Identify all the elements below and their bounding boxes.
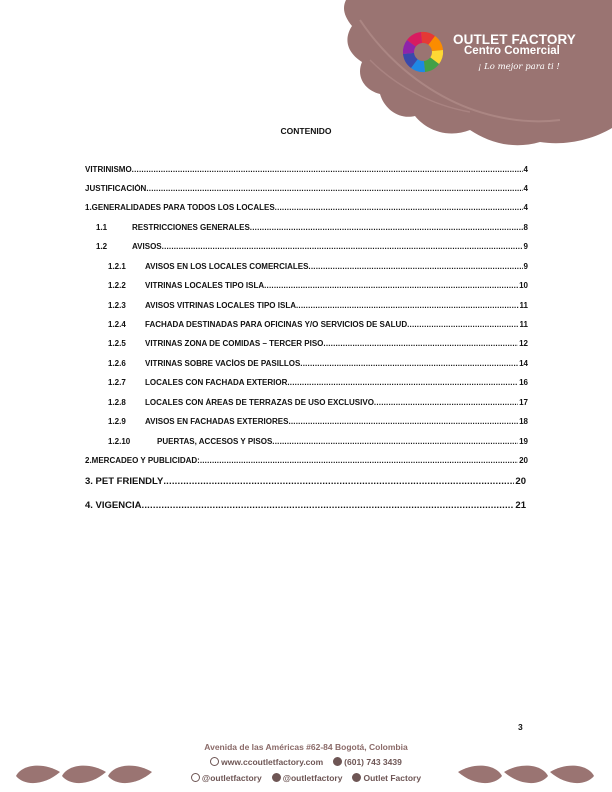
instagram-text: @outletfactory [201,773,262,783]
toc-leader-dots [323,339,518,349]
toc-leader-dots [300,359,518,369]
footer-website[interactable] [210,757,323,767]
toc-entry-number: 1.2.3 [108,301,126,310]
toc-leader-dots [132,165,523,175]
toc-entry-page: 16 [519,378,528,387]
toc-entry-page: 8 [523,223,528,232]
brand-subtitle: Centro Comercial [464,45,560,57]
toc-leader-dots [200,456,518,466]
toc-entry-number: 1.2 [96,242,108,251]
tiktok-text: @outletfactory [282,773,343,783]
toc-leader-dots [288,417,518,427]
toc-leader-dots [163,476,514,487]
toc-leader-dots [162,242,523,252]
toc-entry-1-2-6[interactable] [108,359,528,369]
toc-entry-justificacion[interactable] [85,184,528,194]
toc-entry-1-2[interactable] [96,242,528,252]
toc-leader-dots [308,262,522,272]
toc-entry-pet-friendly[interactable] [85,476,526,487]
toc-leader-dots [146,184,522,194]
toc-entry-page: 20 [519,456,528,465]
toc-entry-number: 1.2.6 [108,359,126,368]
toc-entry-label: AVISOS [132,242,162,251]
header-decoration [0,0,612,160]
toc-entry-page: 17 [519,398,528,407]
toc-entry-1-2-8[interactable] [108,398,528,408]
phone-icon [333,757,342,766]
toc-leader-dots [250,223,523,233]
footer-facebook[interactable] [352,773,421,783]
toc-entry-1-1[interactable] [96,223,528,233]
toc-entry-label: 3. PET FRIENDLY [85,476,164,487]
toc-entry-page: 9 [523,242,528,251]
toc-entry-label: LOCALES CON FACHADA EXTERIOR [145,378,288,387]
toc-entry-label: PUERTAS, ACCESOS Y PISOS [157,437,273,446]
toc-entry-page: 10 [519,281,528,290]
toc-leader-dots [275,203,523,213]
toc-entry-page: 18 [519,417,528,426]
toc-entry-label: LOCALES CON ÁREAS DE TERRAZAS DE USO EXCLUSIVO [145,398,374,407]
toc-entry-label: AVISOS EN FACHADAS EXTERIORES [145,417,289,426]
toc-entry-label: 4. VIGENCIA [85,500,142,511]
toc-entry-1-2-7[interactable] [108,378,528,388]
toc-entry-page: 19 [519,437,528,446]
toc-entry-number: 1.2.9 [108,417,126,426]
toc-entry-number: 1.2.1 [108,262,126,271]
brand-slogan: ¡ Lo mejor para ti ! [478,62,560,72]
toc-entry-page: 4 [523,184,528,193]
toc-entry-label: VITRINISMO [85,165,132,174]
toc-leader-dots [374,398,518,408]
toc-entry-1-2-10[interactable] [108,437,528,447]
tiktok-icon [272,773,281,782]
toc-entry-1-2-3[interactable] [108,301,528,311]
toc-leader-dots [272,437,518,447]
toc-leader-dots [287,378,518,388]
toc-entry-page: 4 [523,203,528,212]
toc-entry-page: 12 [519,339,528,348]
globe-icon [210,757,219,766]
toc-entry-1-2-9[interactable] [108,417,528,427]
footer-instagram[interactable] [191,773,262,783]
toc-entry-page: 9 [523,262,528,271]
footer-tiktok[interactable] [272,773,343,783]
footer-phone[interactable] [333,757,402,767]
toc-entry-page: 11 [519,320,528,329]
toc-entry-label: VITRINAS LOCALES TIPO ISLA [145,281,265,290]
toc-entry-1-2-2[interactable] [108,281,528,291]
phone-text: (601) 743 3439 [344,757,402,767]
toc-entry-number: 1.2.4 [108,320,126,329]
toc-leader-dots [142,500,515,511]
toc-entry-1-2-4[interactable] [108,320,528,330]
toc-entry-vitrinismo[interactable] [85,165,528,175]
page-number: 3 [518,722,523,732]
toc-entry-label: VITRINAS SOBRE VACÍOS DE PASILLOS [145,359,301,368]
toc-entry-vigencia[interactable] [85,500,526,511]
toc-entry-number: 1.1 [96,223,108,232]
toc-entry-1-2-1[interactable] [108,262,528,272]
toc-entry-label: 2.MERCADEO Y PUBLICIDAD: [85,456,200,465]
toc-entry-number: 1.2.10 [108,437,131,446]
brand-title: OUTLET FACTORY [453,32,576,47]
footer-social [0,773,612,783]
brand-logo-icon [403,32,443,72]
facebook-text: Outlet Factory [363,773,422,783]
page-title: CONTENIDO [280,126,332,136]
footer-address: Avenida de las Américas #62-84 Bogotá, Colombia [204,742,408,752]
facebook-icon [352,773,361,782]
toc-entry-page: 14 [519,359,528,368]
toc-entry-generalidades[interactable] [85,203,528,213]
toc-entry-mercadeo[interactable] [85,456,528,466]
toc-entry-number: 1.2.5 [108,339,126,348]
toc-entry-label: RESTRICCIONES GENERALES [132,223,250,232]
footer-contact [0,757,612,767]
instagram-icon [191,773,200,782]
toc-entry-label: VITRINAS ZONA DE COMIDAS – TERCER PISO [145,339,324,348]
toc-entry-page: 21 [515,500,526,511]
toc-entry-label: FACHADA DESTINADAS PARA OFICINAS Y/O SERVICIOS DE SALUD [145,320,408,329]
toc-entry-1-2-5[interactable] [108,339,528,349]
toc-entry-label: JUSTIFICACIÓN [85,184,147,193]
toc-entry-number: 1.2.8 [108,398,126,407]
toc-entry-page: 11 [519,301,528,310]
toc-leader-dots [296,301,519,311]
toc-entry-label: AVISOS EN LOS LOCALES COMERCIALES [145,262,309,271]
toc-entry-page: 4 [523,165,528,174]
toc-entry-number: 1.2.7 [108,378,126,387]
toc-entry-page: 20 [515,476,526,487]
toc-leader-dots [407,320,518,330]
toc-entry-number: 1.2.2 [108,281,126,290]
toc-leader-dots [264,281,518,291]
toc-entry-label: 1.GENERALIDADES PARA TODOS LOS LOCALES [85,203,275,212]
toc-entry-label: AVISOS VITRINAS LOCALES TIPO ISLA [145,301,296,310]
website-text: www.ccoutletfactory.com [221,757,324,767]
